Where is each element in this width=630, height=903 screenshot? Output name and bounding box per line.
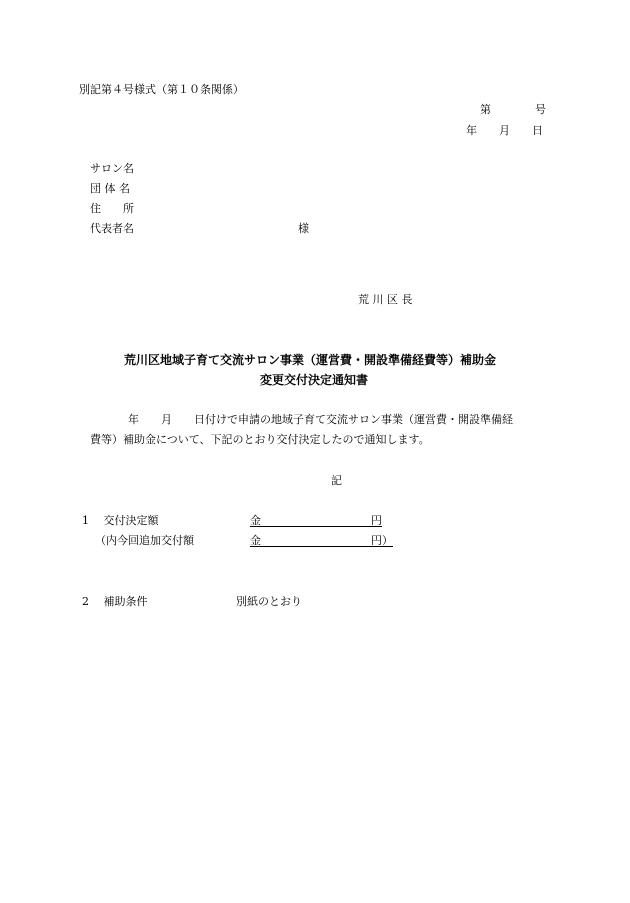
group-name-label: 団 体 名 <box>90 182 130 195</box>
grant-amount-value: 金 円 <box>250 514 382 527</box>
conditions-label: 2 補助条件 <box>82 595 148 608</box>
sender-title: 荒 川 区 長 <box>358 293 413 306</box>
salon-name-label: サロン名 <box>90 162 134 175</box>
body-text-line1: 年 月 日付けで申請の地域子育て交流サロン事業（運営費・開設準備経 <box>128 413 513 426</box>
document-title: 荒川区地域子育て交流サロン事業（運営費・開設準備経費等）補助金 <box>124 353 497 367</box>
grant-amount-label: 1 交付決定額 <box>82 514 159 527</box>
document-subtitle: 変更交付決定通知書 <box>260 373 369 387</box>
document-number: 第 号 <box>480 103 546 116</box>
additional-amount-value: 金 円） <box>250 534 393 547</box>
document-date: 年 月 日 <box>466 124 543 137</box>
body-text-line2: 費等）補助金について、下記のとおり交付決定したので通知します。 <box>90 433 430 446</box>
representative-label: 代表者名 <box>90 222 134 235</box>
address-label: 住 所 <box>90 202 134 215</box>
form-label: 別記第４号様式（第１０条関係） <box>79 83 244 96</box>
honorific: 様 <box>298 222 309 235</box>
ki-heading: 記 <box>331 474 342 487</box>
additional-amount-label: （内今回追加交付額 <box>95 534 194 547</box>
conditions-value: 別紙のとおり <box>236 595 302 608</box>
